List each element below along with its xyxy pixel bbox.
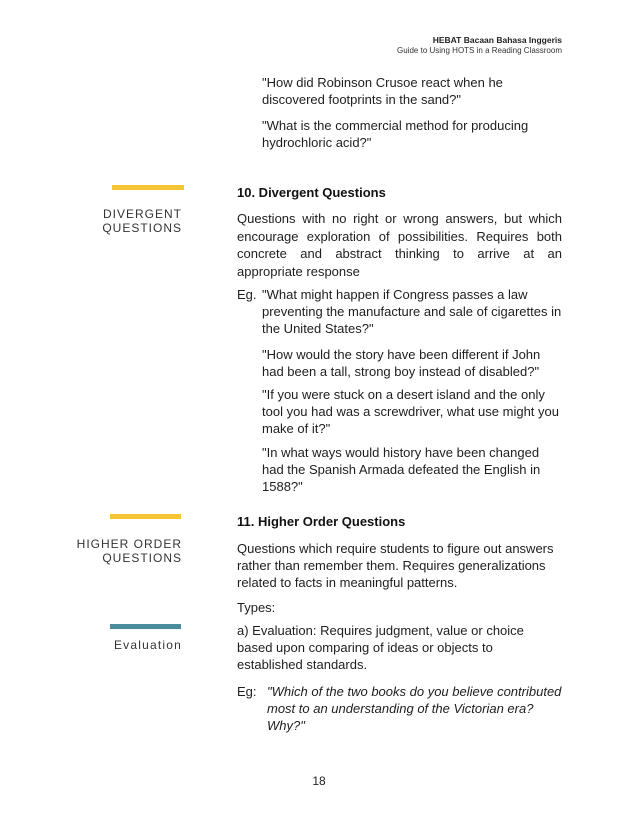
divergent-heading: 10. Divergent Questions — [237, 185, 386, 200]
side-label-line: QUESTIONS — [102, 221, 182, 235]
side-label-line: QUESTIONS — [102, 551, 182, 565]
divergent-example-4: "In what ways would history have been changed had the Spanish Armada defeated the English in 1588?" — [262, 445, 541, 494]
divergent-eg-label: Eg. — [237, 287, 257, 302]
evaluation-side-label: Evaluation — [113, 638, 182, 652]
higher-order-heading: 11. Higher Order Questions — [237, 514, 406, 529]
divergent-side-label — [102, 207, 182, 235]
side-label-line: HIGHER ORDER — [76, 537, 182, 551]
intro-example-1: "How did Robinson Crusoe react when he discovered footprints in the sand?" — [262, 75, 503, 107]
divergent-yellow-bar — [112, 185, 184, 190]
evaluation-example: "Which of the two books do you believe contributed most to an understanding of the Victorian era? Why?" — [267, 684, 562, 733]
side-label-line: DIVERGENT — [102, 207, 182, 221]
evaluation-eg-label: Eg: — [237, 684, 257, 699]
higher-order-description: Questions which require students to figure out answers rather than remember them. Requires generalizations related to facts in meaningful patterns. — [237, 541, 554, 590]
types-label: Types: — [237, 600, 276, 615]
divergent-example-1: "What might happen if Congress passes a law preventing the manufacture and sale of cigarettes in the United States?" — [262, 287, 562, 336]
divergent-example-3: "If you were stuck on a desert island and the only tool you had was a screwdriver, what use might you make of it?" — [262, 387, 559, 436]
evaluation-prefix: a) — [237, 623, 253, 638]
divergent-example-2: "How would the story have been different if John had been a tall, strong boy instead of disabled?" — [262, 347, 541, 379]
header-title: HEBAT Bacaan Bahasa Inggeris — [432, 35, 562, 45]
evaluation-term: Evaluation — [252, 623, 313, 638]
evaluation-definition — [237, 622, 562, 673]
higher-order-yellow-bar — [110, 514, 181, 519]
evaluation-definition-text: : Requires judgment, value or choice based upon comparing of ideas or objects to established standards. — [237, 623, 524, 672]
header-subtitle: Guide to Using HOTS in a Reading Classroom — [397, 46, 562, 55]
intro-example-2: "What is the commercial method for producing hydrochloric acid?" — [262, 118, 529, 150]
evaluation-teal-bar — [110, 624, 181, 629]
higher-order-side-label — [77, 537, 182, 565]
page-number: 18 — [312, 774, 326, 788]
divergent-description: Questions with no right or wrong answers, but which encourage exploration of possibilities. Requires both concrete and abstract thinking to arrive at an appropriate response — [237, 211, 562, 279]
